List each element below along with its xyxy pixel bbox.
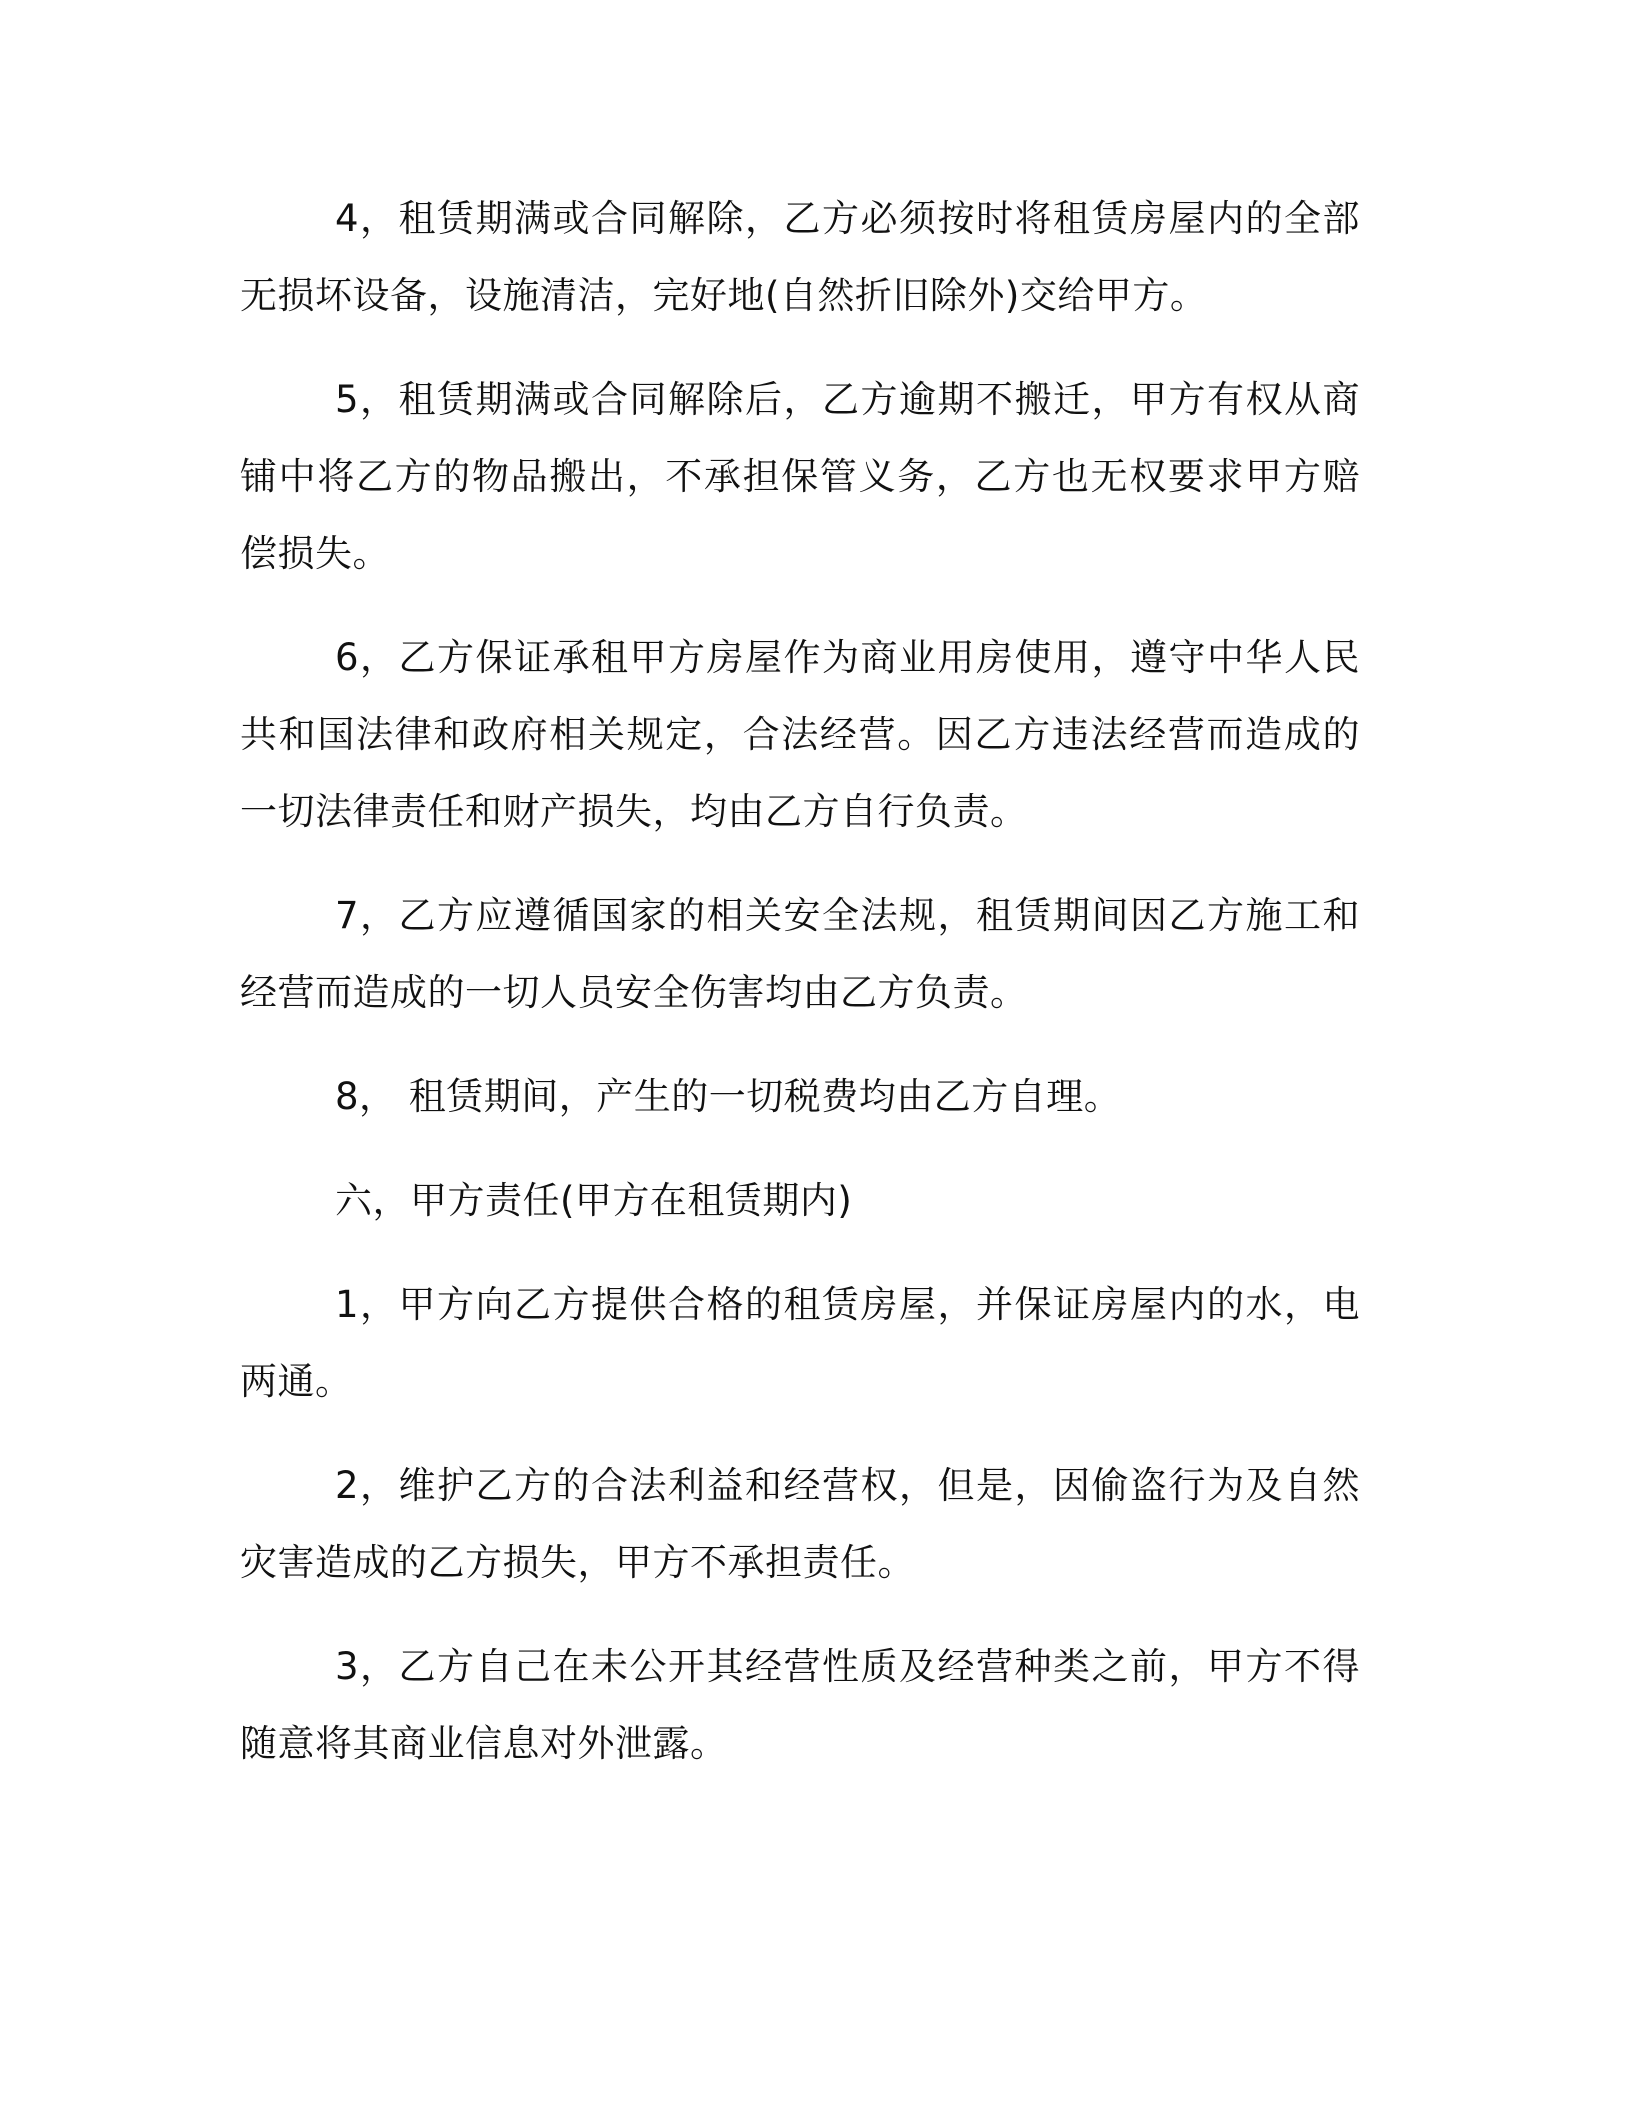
section-heading-party-a-duties: 六，甲方责任(甲方在租赁期内) [335,1179,853,1222]
paragraph-party-a-3: 3，乙方自己在未公开其经营性质及经营种类之前，甲方不得随意将其商业信息对外泄露。 [240,1645,1360,1765]
paragraph-party-a-2: 2，维护乙方的合法利益和经营权，但是，因偷盗行为及自然灾害造成的乙方损失，甲方不承担责任。 [240,1464,1360,1584]
paragraph-clause-5: 5，租赁期满或合同解除后，乙方逾期不搬迁，甲方有权从商铺中将乙方的物品搬出，不承担保管义务，乙方也无权要求甲方赔偿损失。 [240,378,1360,575]
paragraph-clause-7: 7，乙方应遵循国家的相关安全法规，租赁期间因乙方施工和经营而造成的一切人员安全伤害均由乙方负责。 [240,894,1360,1014]
paragraph-clause-4: 4，租赁期满或合同解除，乙方必须按时将租赁房屋内的全部无损坏设备，设施清洁，完好地(自然折旧除外)交给甲方。 [240,197,1360,317]
paragraph-party-a-1: 1，甲方向乙方提供合格的租赁房屋，并保证房屋内的水，电两通。 [240,1283,1360,1403]
paragraph-clause-8: 8， 租赁期间，产生的一切税费均由乙方自理。 [335,1075,1122,1118]
paragraph-clause-6: 6，乙方保证承租甲方房屋作为商业用房使用，遵守中华人民共和国法律和政府相关规定，合法经营。因乙方违法经营而造成的一切法律责任和财产损失，均由乙方自行负责。 [240,636,1360,833]
document-body [240,180,1360,1809]
